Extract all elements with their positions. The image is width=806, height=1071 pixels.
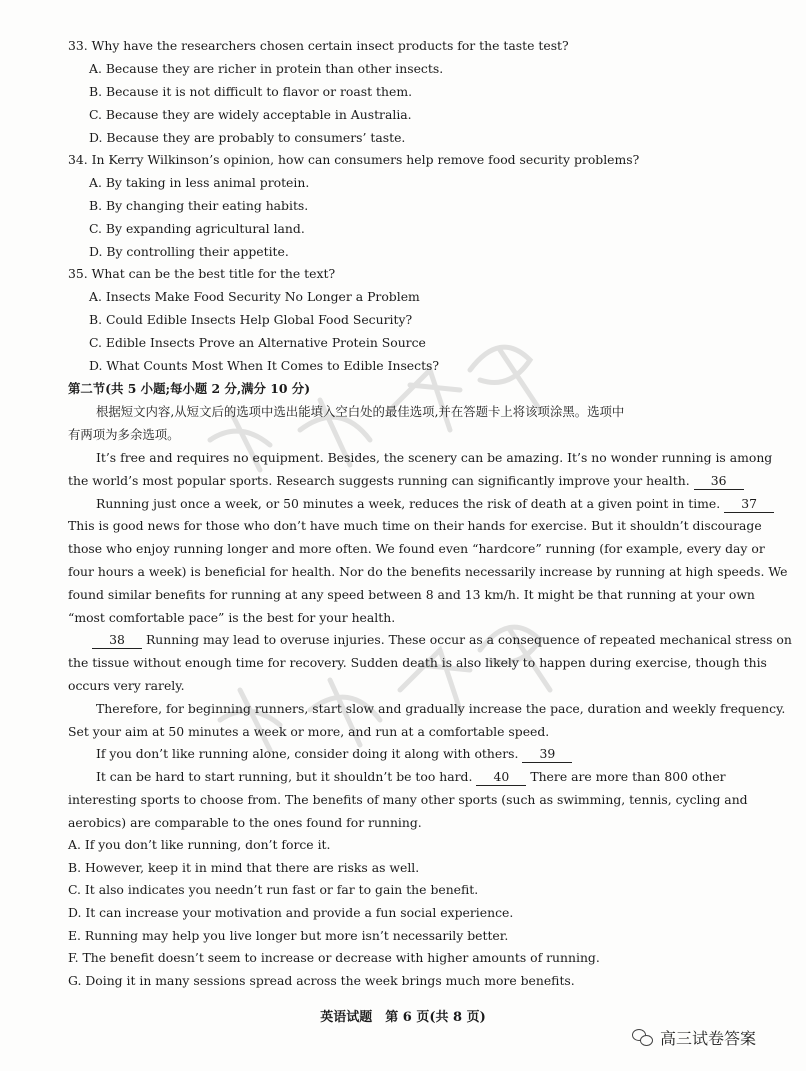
stamp-watermark xyxy=(210,580,590,770)
passage-line: It’s free and requires no equipment. Besides, the scenery can be amazing. It’s no wonder running is among xyxy=(96,450,773,465)
passage-text: the world’s most popular sports. Research suggests running can significantly improve your health. xyxy=(68,473,690,488)
passage-line: Therefore, for beginning runners, start slow and gradually increase the pace, duration and weekly frequency. xyxy=(96,701,786,716)
passage-line: those who enjoy running longer and more often. We found even “hardcore” running (for example, every day or xyxy=(68,541,765,556)
question-35-option-a: A. Insects Make Food Security No Longer a Problem xyxy=(89,289,420,304)
passage-line xyxy=(96,496,774,513)
blank-40: 40 xyxy=(476,769,526,786)
question-34-option-a: A. By taking in less animal protein. xyxy=(89,175,310,190)
passage-line: interesting sports to choose from. The benefits of many other sports (such as swimming, tennis, cycling and xyxy=(68,792,748,807)
question-33-option-c: C. Because they are widely acceptable in Australia. xyxy=(89,107,412,122)
passage-line: “most comfortable pace” is the best for your health. xyxy=(68,610,396,625)
passage-text: Running may lead to overuse injuries. These occur as a consequence of repeated mechanical stress on xyxy=(145,632,792,647)
question-34-option-b: B. By changing their eating habits. xyxy=(89,198,309,213)
passage-text: Running just once a week, or 50 minutes a week, reduces the risk of death at a given point in time. xyxy=(96,496,721,511)
choice-e: E. Running may help you live longer but more isn’t necessarily better. xyxy=(68,928,509,943)
passage-text: There are more than 800 other xyxy=(530,769,726,784)
stamp-watermark xyxy=(200,290,580,490)
passage-line: This is good news for those who don’t have much time on their hands for exercise. But it shouldn’t discourage xyxy=(68,518,762,533)
passage-text: It can be hard to start running, but it shouldn’t be too hard. xyxy=(96,769,473,784)
choice-a: A. If you don’t like running, don’t force it. xyxy=(68,837,331,852)
passage-line: occurs very rarely. xyxy=(68,678,185,693)
section-instruction-cont: 有两项为多余选项。 xyxy=(68,427,180,442)
question-33-option-b: B. Because it is not difficult to flavor or roast them. xyxy=(89,84,413,99)
blank-36: 36 xyxy=(694,473,744,490)
section-title: 第二节(共 5 小题;每小题 2 分,满分 10 分) xyxy=(68,381,311,396)
passage-line: found similar benefits for running at any speed between 8 and 13 km/h. It might be that running at your own xyxy=(68,587,755,602)
passage-text: If you don’t like running alone, consider doing it along with others. xyxy=(96,746,519,761)
passage-line: aerobics) are comparable to the ones found for running. xyxy=(68,815,422,830)
brand-watermark xyxy=(632,1026,756,1049)
question-35-option-d: D. What Counts Most When It Comes to Edible Insects? xyxy=(89,358,440,373)
question-34-option-c: C. By expanding agricultural land. xyxy=(89,221,305,236)
blank-39: 39 xyxy=(522,746,572,763)
choice-d: D. It can increase your motivation and provide a fun social experience. xyxy=(68,905,514,920)
choice-g: G. Doing it in many sessions spread across the week brings much more benefits. xyxy=(68,973,575,988)
passage-line: Set your aim at 50 minutes a week or more, and run at a comfortable speed. xyxy=(68,724,550,739)
passage-line xyxy=(96,769,726,786)
passage-line: the tissue without enough time for recovery. Sudden death is also likely to happen during exercise, though this xyxy=(68,655,767,670)
question-33-option-d: D. Because they are probably to consumers’ taste. xyxy=(89,130,406,145)
blank-38: 38 xyxy=(92,632,142,649)
brand-name: 高三试卷答案 xyxy=(660,1029,757,1048)
passage-line: four hours a week) is beneficial for health. Nor do the benefits necessarily increase by running at high speeds. We xyxy=(68,564,788,579)
wechat-icon xyxy=(632,1029,654,1047)
blank-37: 37 xyxy=(724,496,774,513)
page-footer: 英语试题 第 6 页(共 8 页) xyxy=(320,1010,486,1025)
choice-c: C. It also indicates you needn’t run fast or far to gain the benefit. xyxy=(68,882,479,897)
question-33-stem: 33. Why have the researchers chosen certain insect products for the taste test? xyxy=(68,38,569,53)
question-34-option-d: D. By controlling their appetite. xyxy=(89,244,289,259)
question-35-option-c: C. Edible Insects Prove an Alternative Protein Source xyxy=(89,335,426,350)
section-instruction: 根据短文内容,从短文后的选项中选出能填入空白处的最佳选项,并在答题卡上将该项涂黑。选项中 xyxy=(96,404,625,419)
choice-f: F. The benefit doesn’t seem to increase or decrease with higher amounts of running. xyxy=(68,950,600,965)
question-34-stem: 34. In Kerry Wilkinson’s opinion, how can consumers help remove food security problems? xyxy=(68,152,640,167)
choice-b: B. However, keep it in mind that there are risks as well. xyxy=(68,860,420,875)
question-35-option-b: B. Could Edible Insects Help Global Food Security? xyxy=(89,312,413,327)
question-33-option-a: A. Because they are richer in protein than other insects. xyxy=(89,61,444,76)
question-35-stem: 35. What can be the best title for the text? xyxy=(68,266,336,281)
